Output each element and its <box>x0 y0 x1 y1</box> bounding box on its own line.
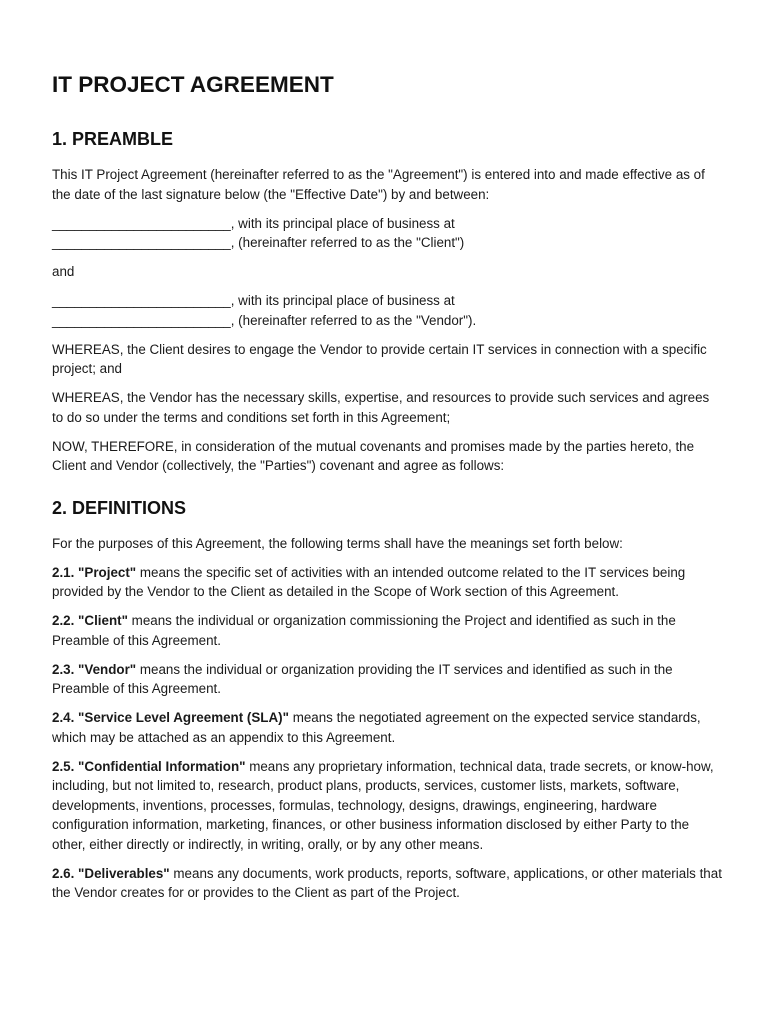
definition-term: 2.5. "Confidential Information" <box>52 758 246 774</box>
whereas-clause-1: WHEREAS, the Client desires to engage the Vendor to provide certain IT services in connection with a specific project; and <box>52 341 707 376</box>
preamble-intro: This IT Project Agreement (hereinafter referred to as the "Agreement") is entered into and made effective as of the date of the last signature below (the "Effective Date") by and between: <box>52 167 705 202</box>
vendor-line-1: ________________________, with its principal place of business at <box>52 293 455 308</box>
vendor-signature-block <box>52 291 722 330</box>
and-text: and <box>52 264 75 279</box>
definition-item <box>52 757 722 855</box>
definitions-heading: 2. DEFINITIONS <box>52 497 187 518</box>
definition-item <box>52 660 722 699</box>
definition-item <box>52 864 722 903</box>
definition-text: means the negotiated agreement on the expected service standards, which may be attached as an appendix to this Agreement. <box>52 710 701 745</box>
preamble-heading: 1. PREAMBLE <box>52 129 174 149</box>
document-page <box>52 70 722 912</box>
definition-term: 2.1. "Project" <box>52 564 137 580</box>
now-therefore-clause: NOW, THEREFORE, in consideration of the mutual covenants and promises made by the parties hereto, the Client and Vendor (collectively, the "Parties") covenant and agree as follows: <box>52 438 695 473</box>
vendor-line-2: ________________________, (hereinafter referred to as the "Vendor"). <box>52 312 477 328</box>
definition-item <box>52 708 722 747</box>
definition-text: means the specific set of activities with an intended outcome related to the IT services being provided by the Vendor to the Client as detailed in the Scope of Work section of this Agreement. <box>52 564 686 599</box>
definition-term: 2.2. "Client" <box>52 613 128 628</box>
client-line-1: ________________________, with its principal place of business at <box>52 215 455 231</box>
definition-term: 2.3. "Vendor" <box>52 661 137 677</box>
definition-text: means any proprietary information, technical data, trade secrets, or know-how, including, but not limited to, research, product plans, products, services, customer lists, markets, software, developments, inventions, processes, formulas, technology, designs, drawings, engineering, hardware configuration information, marketing, finances, or other business information disclosed by either Party to the other, either directly or indirectly, in writing, orally, or by any other means. <box>52 758 714 852</box>
definitions-intro: For the purposes of this Agreement, the following terms shall have the meanings set forth below: <box>52 535 623 551</box>
client-line-2: ________________________, (hereinafter referred to as the "Client") <box>52 235 465 250</box>
document-title: IT PROJECT AGREEMENT <box>52 72 334 97</box>
definition-item <box>52 611 722 650</box>
whereas-clause-2: WHEREAS, the Vendor has the necessary skills, expertise, and resources to provide such services and agrees to do so under the terms and conditions set forth in this Agreement; <box>52 390 710 425</box>
definition-term: 2.4. "Service Level Agreement (SLA)" <box>52 710 289 725</box>
definition-text: means the individual or organization providing the IT services and identified as such in the Preamble of this Agreement. <box>52 661 673 696</box>
definition-item <box>52 563 722 602</box>
definition-text: means any documents, work products, reports, software, applications, or other materials that the Vendor creates for or provides to the Client as part of the Project. <box>52 865 722 900</box>
definition-text: means the individual or organization commissioning the Project and identified as such in the Preamble of this Agreement. <box>52 613 676 648</box>
definition-term: 2.6. "Deliverables" <box>52 865 170 881</box>
client-signature-block <box>52 214 722 253</box>
